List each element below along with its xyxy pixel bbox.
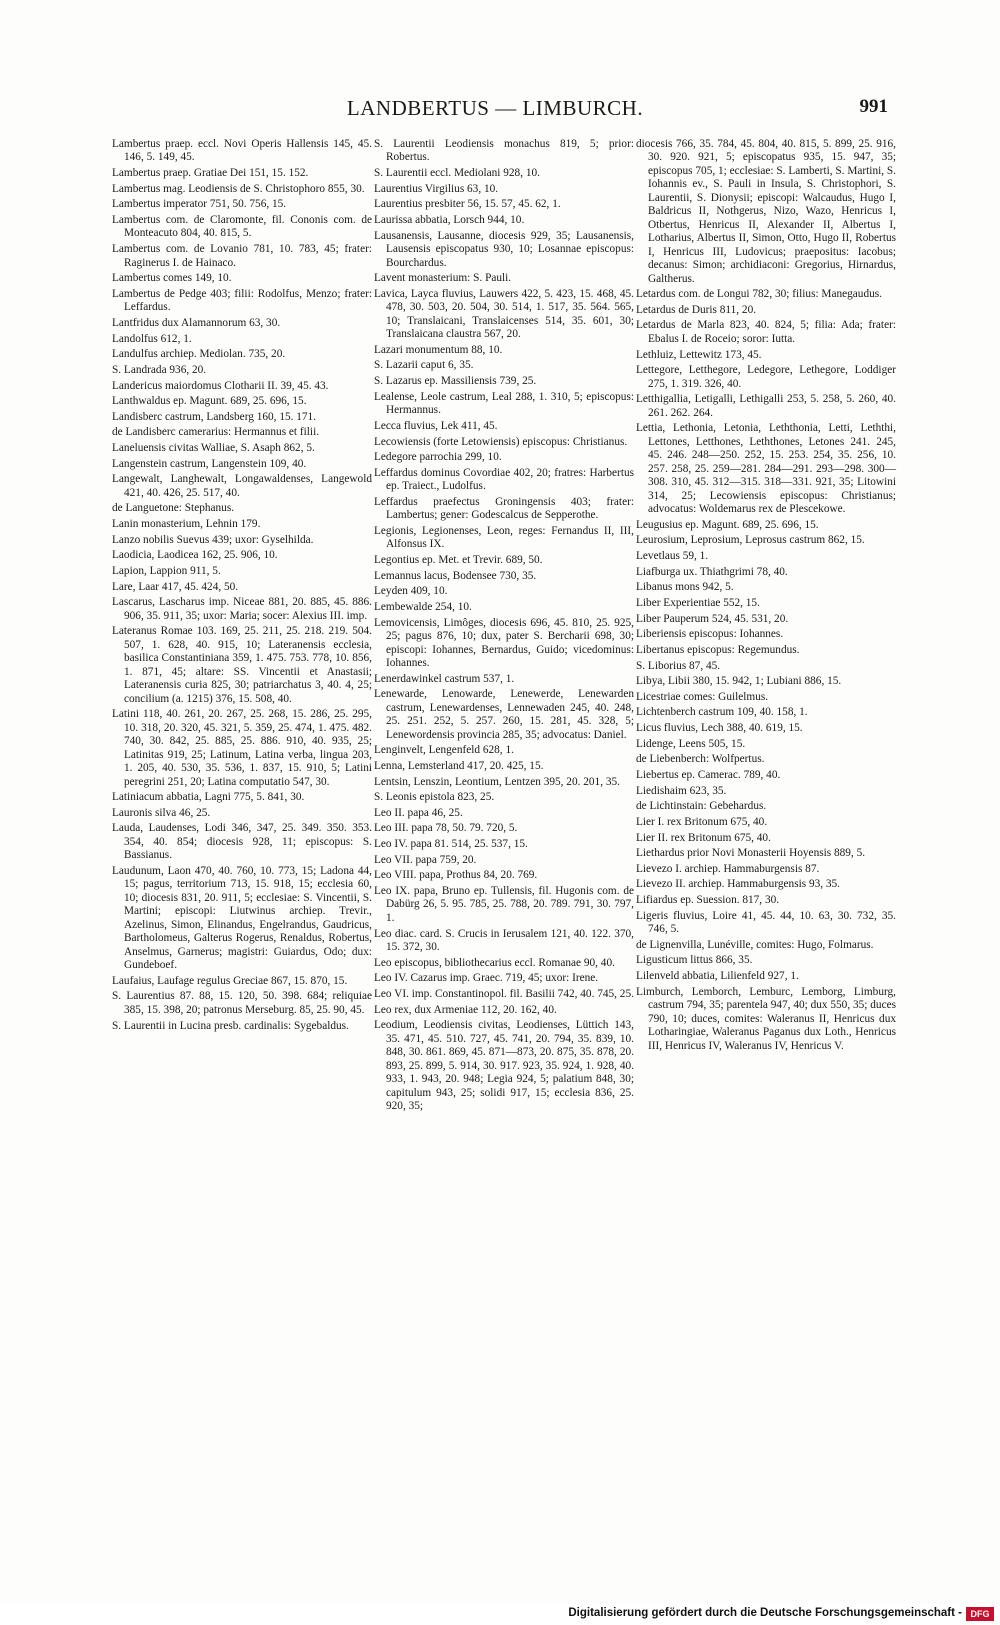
- index-entry: Lidenge, Leens 505, 15.: [636, 737, 746, 750]
- index-entry: Laurentius presbiter 56, 15. 57, 45. 62, 1.: [374, 198, 561, 211]
- index-entry: Liber Pauperum 524, 45. 531, 20.: [636, 612, 789, 625]
- index-entry: Lambertus imperator 751, 50. 756, 15.: [112, 198, 287, 211]
- index-entry: Ligeris fluvius, Loire 41, 45. 44, 10. 63, 30. 732, 35. 746, 5.: [636, 909, 896, 936]
- index-entry: Lentsin, Lenszin, Leontium, Lentzen 395, 20. 201, 35.: [374, 775, 620, 788]
- index-entry: Leo VIII. papa, Prothus 84, 20. 769.: [374, 869, 538, 882]
- index-entry: Letthigallia, Letigalli, Lethigalli 253, 5. 258, 5. 260, 40. 261. 262. 264.: [636, 393, 896, 419]
- index-entry: S. Leonis epistola 823, 25.: [374, 791, 495, 804]
- index-entry: Lausanensis, Lausanne, diocesis 929, 35; Lausanensis, Lausensis episcopatus 930, 10; Losannae episcopus: Bourchardus.: [374, 229, 634, 269]
- running-title: LANDBERTUS — LIMBURCH.: [346, 96, 644, 120]
- index-column-1: [112, 138, 372, 1035]
- index-entry: Lateranus Romae 103. 169, 25. 211, 25. 218. 219. 504. 507, 1. 628, 40. 915, 10; Lateranensis ecclesia, basilica Constantiniana 359, 1. 475. 753. 778, 10. 856, 1. 871, 45; altare: SS. Vincentii et Anastasii; Lateranensis curia 825, 30; patriarchatus 3, 40. 4, 25; concilium (a. 1215) 376, 15. 508, 40.: [112, 625, 372, 705]
- index-entry: Levetlaus 59, 1.: [636, 550, 709, 563]
- index-entry: Leodium, Leodiensis civitas, Leodienses, Lüttich 143, 35. 471, 45. 510. 727, 45. 741, 20. 794, 35. 839, 10. 848, 30. 861. 869, 45. 871—873, 20. 875, 35. 878, 20. 893, 25. 899, 5. 914, 30. 917. 923, 35. 924, 1. 928, 40. 933, 1. 943, 20. 948; Legia 924, 5; palatium 848, 30; capitulum 943, 25; solidi 917, 15; ecclesia 836, 25. 920, 35;: [374, 1019, 634, 1112]
- index-entry: Lauda, Laudenses, Lodi 346, 347, 25. 349. 350. 353. 354, 40. 854; diocesis 928, 11; episcopus: S. Bassianus.: [112, 822, 372, 862]
- index-entry: S. Laurentii eccl. Mediolani 928, 10.: [374, 167, 540, 180]
- index-entry: Lambertus com. de Claromonte, fil. Cononis com. de Monteacuto 804, 40. 815, 5.: [112, 214, 372, 240]
- index-entry: Legionis, Legionenses, Leon, reges: Fernandus II, III, Alfonsus IX.: [374, 524, 634, 551]
- index-entry: Langewalt, Langhewalt, Longawaldenses, Langewold 421, 40. 426, 25. 517, 40.: [112, 473, 372, 499]
- index-entry: Lenerdawinkel castrum 537, 1.: [374, 672, 515, 685]
- index-entry: Lier I. rex Britonum 675, 40.: [636, 815, 768, 828]
- index-entry: Lavent monasterium: S. Pauli.: [374, 272, 512, 285]
- footer-bar: [0, 1604, 1000, 1625]
- index-entry: Letardus de Duris 811, 20.: [636, 303, 757, 316]
- index-entry: Liedishaim 623, 35.: [636, 784, 727, 797]
- index-entry: Liebertus ep. Camerac. 789, 40.: [636, 768, 781, 781]
- index-entry: Leyden 409, 10.: [374, 585, 448, 598]
- index-entry: Leugusius ep. Magunt. 689, 25. 696, 15.: [636, 518, 819, 531]
- index-entry: Latini 118, 40. 261, 20. 267, 25. 268, 15. 286, 25. 295, 10. 318, 20. 320, 45. 321, 5. 359, 25. 474, 1. 475. 482. 740, 30. 842, 25. 885, 25. 886. 910, 40. 935, 25; Latinitas 919, 25; Latinum, Latina verba, lingua 203, 1. 205, 40. 530, 35. 536, 1. 837, 15. 910, 5; Latini peregrini 251, 20; Latina computatio 547, 30.: [112, 708, 372, 788]
- index-entry: Lanthwaldus ep. Magunt. 689, 25. 696, 15.: [112, 395, 307, 408]
- index-entry: Lichtenberch castrum 109, 40. 158, 1.: [636, 706, 808, 719]
- index-entry: Lettia, Lethonia, Letonia, Leththonia, Letti, Leththi, Lettones, Letthones, Leththones, Letones 241. 245, 45. 246. 248—250. 252, 15. 253. 254, 35. 256, 10. 257. 258, 25. 259—281. 284—291. 293—298. 300—308. 310, 45. 312—315. 318—331. 921, 35; Litowini 314, 25; Lecowiensis episcopus: Christianus; advocatus: Woldemarus rex de Plescekowe.: [636, 422, 896, 516]
- index-entry: Leffardus dominus Covordiae 402, 20; fratres: Harbertus ep. Traiect., Ludolfus.: [374, 466, 634, 493]
- index-entry: Lazari monumentum 88, 10.: [374, 343, 503, 356]
- index-entry: Liethardus prior Novi Monasterii Hoyensis 889, 5.: [636, 847, 866, 860]
- index-entry: Ledegore parrochia 299, 10.: [374, 451, 502, 464]
- index-entry: S. Lazarus ep. Massiliensis 739, 25.: [374, 375, 537, 388]
- index-entry: de Lignenvilla, Lunéville, comites: Hugo, Folmarus.: [636, 938, 874, 951]
- index-entry: S. Liborius 87, 45.: [636, 659, 721, 672]
- index-entry: de Lichtinstain: Gebehardus.: [636, 800, 767, 813]
- index-entry: S. Landrada 936, 20.: [112, 363, 207, 376]
- index-entry: Laurentius Virgilius 63, 10.: [374, 182, 499, 195]
- index-entry: Lascarus, Lascharus imp. Niceae 881, 20. 885, 45. 886. 906, 35. 911, 35; uxor: Maria; socer: Alexius III. imp.: [112, 596, 372, 622]
- index-entry: Lauronis silva 46, 25.: [112, 806, 211, 819]
- index-entry: Lambertus mag. Leodiensis de S. Christophoro 855, 30.: [112, 182, 365, 195]
- index-entry: Libertanus episcopus: Regemundus.: [636, 643, 800, 656]
- index-entry: Liber Experientiae 552, 15.: [636, 596, 760, 609]
- funding-notice: Digitalisierung gefördert durch die Deutsche Forschungsgemeinschaft -: [568, 1607, 962, 1619]
- index-entry: Lembewalde 254, 10.: [374, 600, 472, 613]
- index-entry: Leo II. papa 46, 25.: [374, 806, 463, 819]
- index-entry: S. Laurentii Leodiensis monachus 819, 5; prior: Robertus.: [374, 138, 634, 164]
- index-entry: Laodicia, Laodicea 162, 25. 906, 10.: [112, 549, 278, 562]
- index-entry: Leffardus praefectus Groningensis 403; frater: Lambertus; gener: Godescalcus de Sepperothe.: [374, 495, 634, 522]
- index-column-2: [374, 138, 634, 1116]
- index-entry: Letardus com. de Longui 782, 30; filius: Manegaudus.: [636, 288, 882, 301]
- index-entry: Lievezo II. archiep. Hammaburgensis 93, 35.: [636, 878, 841, 891]
- index-entry: Lapion, Lappion 911, 5.: [112, 565, 221, 577]
- index-entry: Lecowiensis (forte Letowiensis) episcopus: Christianus.: [374, 435, 628, 448]
- index-column-3: [636, 138, 896, 1055]
- index-entry: S. Laurentius 87. 88, 15. 120, 50. 398. 684; reliquiae 385, 15. 398, 20; patronus Merseburg. 85, 25. 90, 45.: [112, 990, 372, 1016]
- index-entry: Lemannus lacus, Bodensee 730, 35.: [374, 569, 537, 582]
- index-entry: Lanzo nobilis Suevus 439; uxor: Gyselhilda.: [112, 533, 314, 546]
- index-entry: Lievezo I. archiep. Hammaburgensis 87.: [636, 862, 820, 875]
- index-entry: Landolfus 612, 1.: [112, 332, 192, 345]
- dfg-logo-icon: DFG: [966, 1607, 994, 1621]
- index-entry: Lambertus de Pedge 403; filii: Rodolfus, Menzo; frater: Leffardus.: [112, 287, 372, 314]
- index-entry: Lenna, Lemsterland 417, 20. 425, 15.: [374, 759, 544, 772]
- index-entry: Lambertus com. de Lovanio 781, 10. 783, 45; frater: Raginerus I. de Hainaco.: [112, 243, 372, 269]
- index-entry: Licestriae comes: Guilelmus.: [636, 690, 769, 703]
- index-entry: Leo IX. papa, Bruno ep. Tullensis, fil. Hugonis com. de Dabürg 26, 5. 95. 785, 25. 788, 20. 789. 791, 30. 797, 1.: [374, 885, 634, 924]
- index-entry: Lecca fluvius, Lek 411, 45.: [374, 419, 498, 432]
- index-entry: de Languetone: Stephanus.: [112, 502, 235, 515]
- index-entry: diocesis 766, 35. 784, 45. 804, 40. 815, 5. 899, 25. 916, 30. 920. 921, 5; episcopatus 935, 15. 947, 35; episcopus 705, 1; ecclesiae: S. Lamberti, S. Martini, S. Iohannis ev., S. Pauli in Insula, S. Christophori, S. Laurentii, S. Dionysii; episcopi: Walcaudus, Hugo I, Baldricus II, Nothgerus, Nizo, Wazo, Henricus I, Otbertus, Henricus II, Alexander II, Albertus I, Lotharius, Albertus II, Simon, Otto, Hugo II, Robertus I, Henricus III, Ludovicus; praepositus: Iacobus; decanus: Simon; archidiaconi: Gregorius, Hirnardus, Galtherus.: [636, 138, 896, 285]
- index-entry: Leo episcopus, bibliothecarius eccl. Romanae 90, 40.: [374, 956, 615, 969]
- index-entry: S. Laurentii in Lucina presb. cardinalis: Sygebaldus.: [112, 1019, 349, 1032]
- index-entry: Libanus mons 942, 5.: [636, 581, 734, 594]
- index-entry: Landericus maiordomus Clotharii II. 39, 45. 43.: [112, 379, 329, 392]
- index-entry: de Landisberc camerarius: Hermannus et filii.: [112, 426, 320, 439]
- index-entry: Lenewarde, Lenowarde, Lenewerde, Lenewarden castrum, Lenewardenses, Lennewaden 245, 40. 248, 25. 251. 252, 5. 257. 260, 15. 281, 45. 328, 5; Lenewordensis provincia 285, 35; advocatus: Daniel.: [374, 688, 634, 741]
- index-entry: Liberiensis episcopus: Iohannes.: [636, 628, 784, 641]
- index-entry: Leo VI. imp. Constantinopol. fil. Basilii 742, 40. 745, 25.: [374, 987, 634, 1000]
- index-entry: Lambertus comes 149, 10.: [112, 272, 232, 285]
- index-entry: Lavica, Layca fluvius, Lauwers 422, 5. 423, 15. 468, 45. 478, 30. 503, 20. 504, 30. 514, 1. 517, 35. 564. 565, 10; Translaicani, Translaicenses 514, 35. 601, 30; Translaicana claustra 567, 20.: [374, 287, 634, 341]
- index-entry: Lanin monasterium, Lehnin 179.: [112, 518, 261, 531]
- index-entry: Lambertus praep. eccl. Novi Operis Hallensis 145, 45. 146, 5. 149, 45.: [112, 138, 372, 164]
- index-entry: Lier II. rex Britonum 675, 40.: [636, 831, 771, 844]
- index-entry: Liafburga ux. Thiathgrimi 78, 40.: [636, 565, 788, 578]
- index-entry: Lemovicensis, Limôges, diocesis 696, 45. 810, 25. 925, 25; pagus 876, 10; dux, pater S. Bercharii 698, 30; episcopi: Iohannes, Bernardus, Guido; vicedominus: Iohannes.: [374, 616, 634, 669]
- index-entry: Lare, Laar 417, 45. 424, 50.: [112, 580, 239, 593]
- index-entry: Langenstein castrum, Langenstein 109, 40.: [112, 457, 307, 470]
- index-entry: Letardus de Marla 823, 40. 824, 5; filia: Ada; frater: Ebalus I. de Roceio; soror: Iutta.: [636, 319, 896, 345]
- index-entry: Lenginvelt, Lengenfeld 628, 1.: [374, 744, 514, 757]
- index-entry: Limburch, Lemborch, Lemburc, Lemborg, Limburg, castrum 794, 35; parentela 947, 40; dux 550, 35; duces 790, 10; duces, comites: Waleranus II, Henricus dux Lotharingiae, Waleranus Paganus dux Loth., Henricus III, Henricus IV, Waleranus IV, Henricus V.: [636, 985, 896, 1052]
- index-entry: Latiniacum abbatia, Lagni 775, 5. 841, 30.: [112, 791, 305, 804]
- index-entry: Laudunum, Laon 470, 40. 760, 10. 773, 15; Ladona 44, 15; pagus, territorium 713, 15. 918, 15; ecclesia 60, 10; diocesis 831, 20. 911, 5; ecclesiae: S. Vincentii, S. Martini; episcopi: Liutwinus archiep. Trevir., Azelinus, Simon, Elinandus, Engelrandus, Gaudricus, Bartholomeus, Galterus Rogerus, Renaldus, Robertus, Anselmus, Garnerus; magistri: Guiardus, Odo; dux: Gundeboef.: [112, 865, 372, 972]
- page-header: [110, 96, 888, 126]
- index-entry: Lambertus praep. Gratiae Dei 151, 15. 152.: [112, 167, 309, 180]
- index-entry: S. Lazarii caput 6, 35.: [374, 359, 474, 372]
- index-entry: Leurosium, Leprosium, Leprosus castrum 862, 15.: [636, 534, 865, 547]
- index-entry: Ligusticum littus 866, 35.: [636, 954, 753, 967]
- index-entry: Laufaius, Laufage regulus Greciae 867, 15. 870, 15.: [112, 974, 348, 987]
- index-entry: de Liebenberch: Wolfpertus.: [636, 753, 765, 766]
- index-entry: Legontius ep. Met. et Trevir. 689, 50.: [374, 554, 543, 567]
- index-entry: Lethluiz, Lettewitz 173, 45.: [636, 348, 762, 361]
- index-entry: Laurissa abbatia, Lorsch 944, 10.: [374, 214, 525, 227]
- index-entry: Leo III. papa 78, 50. 79. 720, 5.: [374, 822, 518, 835]
- index-entry: Leo IV. Cazarus imp. Graec. 719, 45; uxor: Irene.: [374, 972, 599, 985]
- index-entry: Lantfridus dux Alamannorum 63, 30.: [112, 316, 281, 329]
- index-entry: Leo IV. papa 81. 514, 25. 537, 15.: [374, 838, 528, 851]
- index-entry: Leo rex, dux Armeniae 112, 20. 162, 40.: [374, 1003, 557, 1016]
- index-entry: Leo VII. papa 759, 20.: [374, 853, 477, 866]
- index-entry: Lifiardus ep. Suession. 817, 30.: [636, 894, 780, 907]
- index-entry: Landulfus archiep. Mediolan. 735, 20.: [112, 348, 286, 361]
- index-entry: Lettegore, Letthegore, Ledegore, Lethegore, Loddiger 275, 1. 319. 326, 40.: [636, 364, 896, 390]
- index-entry: Licus fluvius, Lech 388, 40. 619, 15.: [636, 722, 803, 735]
- index-entry: Leo diac. card. S. Crucis in Ierusalem 121, 40. 122. 370, 15. 372, 30.: [374, 927, 634, 954]
- index-entry: Libya, Libii 380, 15. 942, 1; Lubiani 886, 15.: [636, 675, 842, 688]
- page-number: 991: [859, 96, 888, 117]
- index-entry: Lilenveld abbatia, Lilienfeld 927, 1.: [636, 970, 799, 983]
- index-entry: Lealense, Leole castrum, Leal 288, 1. 310, 5; episcopus: Hermannus.: [374, 390, 634, 417]
- index-entry: Laneluensis civitas Walliae, S. Asaph 862, 5.: [112, 442, 315, 455]
- index-entry: Landisberc castrum, Landsberg 160, 15. 171.: [112, 410, 317, 423]
